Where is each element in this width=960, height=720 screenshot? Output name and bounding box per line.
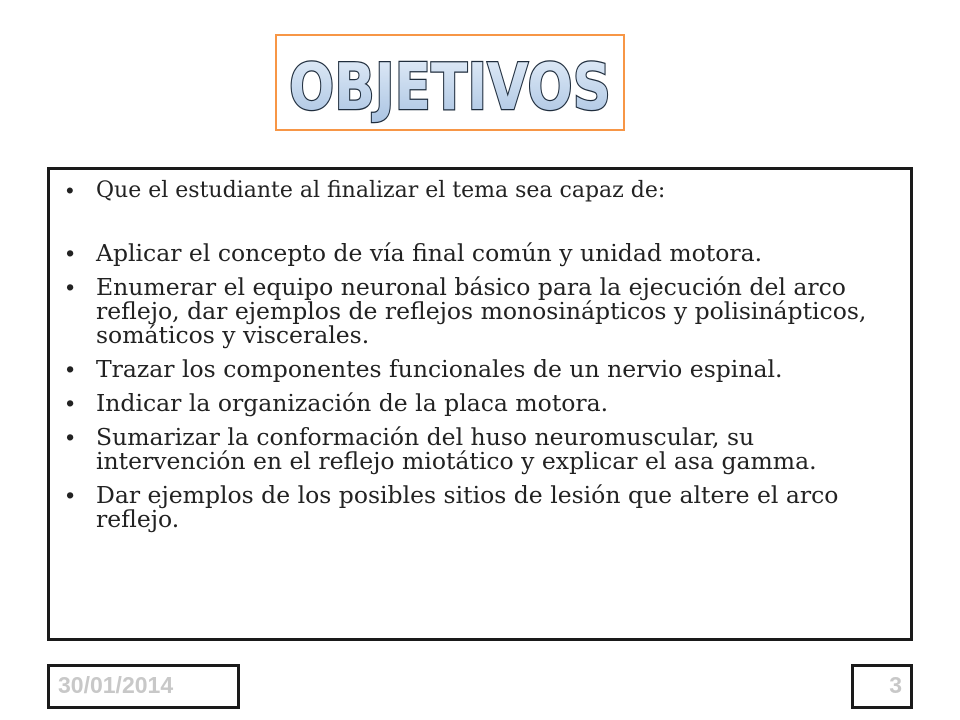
bullet-list xyxy=(58,180,908,542)
bullet-text: Sumarizar la conformación del huso neuromuscular, su intervención en el reflejo miotático y explicar el asa gamma. xyxy=(96,423,817,476)
page-number: 3 xyxy=(889,672,902,698)
bullet-icon: • xyxy=(66,240,75,267)
bullet-text: Indicar la organización de la placa motora. xyxy=(96,389,609,418)
bullet-text: Aplicar el concepto de vía final común y unidad motora. xyxy=(96,239,763,268)
bullet-item xyxy=(58,355,908,384)
bullet-item xyxy=(58,239,908,268)
bullet-item xyxy=(58,423,908,476)
bullet-icon: • xyxy=(66,274,75,301)
bullet-text: Que el estudiante al finalizar el tema sea capaz de: xyxy=(96,178,666,203)
bullet-item xyxy=(58,389,908,418)
bullet-text: Enumerar el equipo neuronal básico para la ejecución del arco reflejo, dar ejemplos de reflejos monosinápticos y polisinápticos, somáticos y viscerales. xyxy=(96,273,867,350)
page-number-box xyxy=(851,664,913,709)
date-box xyxy=(47,664,240,709)
slide-title-graphic xyxy=(277,36,623,129)
bullet-text: Dar ejemplos de los posibles sitios de lesión que altere el arco reflejo. xyxy=(96,481,839,534)
slide-title: OBJETIVOS xyxy=(289,51,611,125)
content-box xyxy=(47,167,913,641)
slide-date: 30/01/2014 xyxy=(58,672,174,698)
bullet-icon: • xyxy=(66,178,74,203)
bullet-item xyxy=(58,180,908,202)
bullet-icon: • xyxy=(66,424,75,451)
bullet-item xyxy=(58,481,908,534)
title-box xyxy=(275,34,625,131)
bullet-icon: • xyxy=(66,482,75,509)
bullet-item xyxy=(58,273,908,350)
bullet-icon: • xyxy=(66,356,75,383)
bullet-icon: • xyxy=(66,390,75,417)
bullet-text: Trazar los componentes funcionales de un nervio espinal. xyxy=(96,355,783,384)
